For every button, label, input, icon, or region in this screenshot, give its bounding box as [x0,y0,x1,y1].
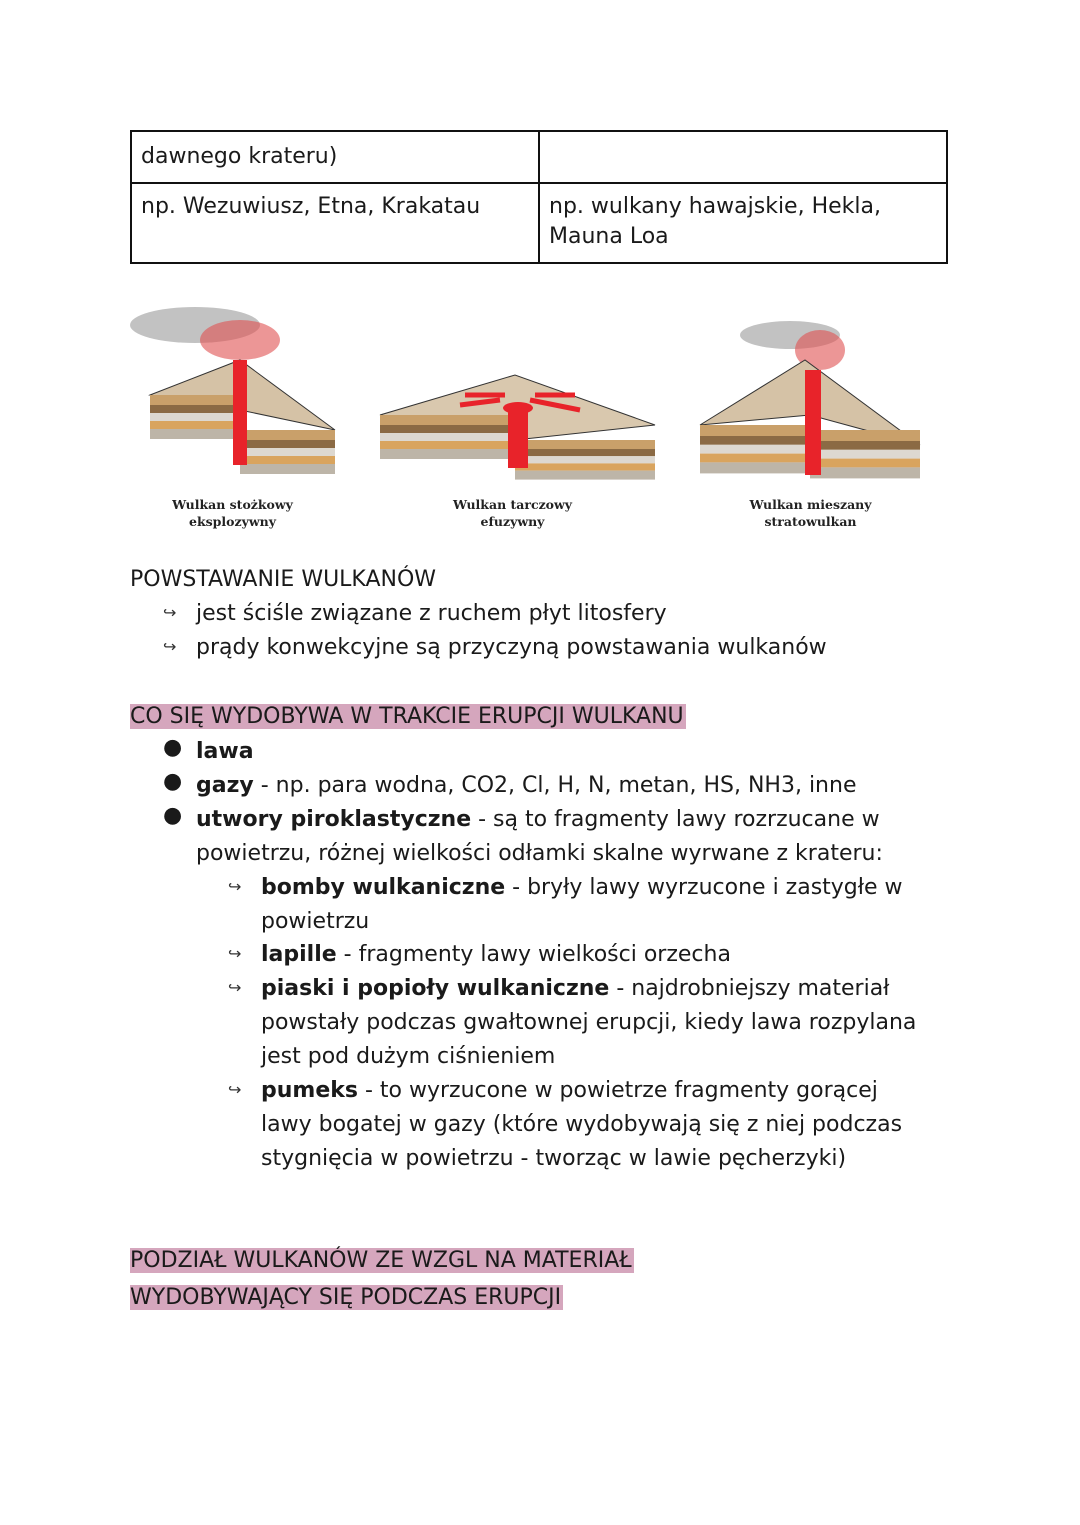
sub-item-continuation: lawy bogatej w gazy (które wydobywają się z niej podczas [261,1112,903,1137]
sub-item-continuation: powstały podczas gwałtownej erupcji, kiedy lawa rozpylana [261,1010,917,1035]
arrow-bullet-icon: ↪ [228,877,242,896]
description: - najdrobniejszy materiał [609,976,890,1001]
description: - np. para wodna, CO2, Cl, H, N, metan, HS, NH3, inne [253,773,857,798]
list-item [196,803,880,837]
table-cell: dawnego krateru) [131,131,539,183]
bullet-icon: ● [163,769,183,794]
stratovolcano-cone-icon [130,307,335,474]
list-item-continuation: powietrzu, różnej wielkości odłamki skalne wyrwane z krateru: [196,841,883,866]
section-heading: WYDOBYWAJĄCY SIĘ PODCZAS ERUPCJI [130,1285,562,1310]
description: - bryły lawy wyrzucone i zastygłe w [505,875,903,900]
list-item: prądy konwekcyjne są przyczyną powstawania wulkanów [196,635,827,660]
term: utwory piroklastyczne [196,807,472,832]
sub-item-continuation: jest pod dużym ciśnieniem [261,1044,556,1069]
caption-line: Wulkan stożkowy [172,497,293,512]
caption-line: eksplozywny [189,514,276,529]
term: lawa [196,739,254,764]
list-item [196,735,254,769]
section-heading: CO SIĘ WYDOBYWA W TRAKCIE ERUPCJI WULKANU [130,704,684,729]
list-item: jest ściśle związane z ruchem płyt litosfery [196,601,667,626]
sub-item [261,972,889,1006]
volcano-illustrations [130,300,930,495]
description: - to wyrzucone w powietrze fragmenty gorącej [357,1078,878,1103]
table-cell [539,131,947,183]
term: lapille [261,942,337,967]
sub-item [261,938,731,972]
caption-line: Wulkan tarczowy [452,497,573,512]
shield-volcano-icon [380,375,655,480]
arrow-bullet-icon: ↪ [228,944,242,963]
figure-caption [738,496,883,530]
term: bomby wulkaniczne [261,875,506,900]
description: - fragmenty lawy wielkości orzecha [336,942,731,967]
caption-line: stratowulkan [764,514,857,529]
caption-line: efuzywny [480,514,545,529]
figure-caption [440,496,585,530]
bullet-icon: ● [163,803,183,828]
figure-caption [160,496,305,530]
bullet-icon: ● [163,735,183,760]
description: - są to fragmenty lawy rozrzucane w [471,807,880,832]
volcano-table [130,130,948,264]
list-item [196,769,856,803]
section-heading: PODZIAŁ WULKANÓW ZE WZGL NA MATERIAŁ [130,1248,632,1273]
mixed-volcano-icon [700,321,920,478]
table-cell: np. Wezuwiusz, Etna, Krakatau [131,183,539,263]
sub-item [261,871,903,905]
section-heading: POWSTAWANIE WULKANÓW [130,567,437,592]
caption-line: Wulkan mieszany [749,497,872,512]
sub-item-continuation: powietrzu [261,909,370,934]
arrow-bullet-icon: ↪ [163,603,177,622]
term: piaski i popioły wulkaniczne [261,976,610,1001]
arrow-bullet-icon: ↪ [163,637,177,656]
arrow-bullet-icon: ↪ [228,978,242,997]
volcano-figures [130,300,930,535]
term: pumeks [261,1078,358,1103]
term: gazy [196,773,254,798]
table-cell: np. wulkany hawajskie, Hekla, Mauna Loa [539,183,947,263]
sub-item-continuation: stygnięcia w powietrzu - tworząc w lawie pęcherzyki) [261,1146,847,1171]
sub-item [261,1074,878,1108]
arrow-bullet-icon: ↪ [228,1080,242,1099]
